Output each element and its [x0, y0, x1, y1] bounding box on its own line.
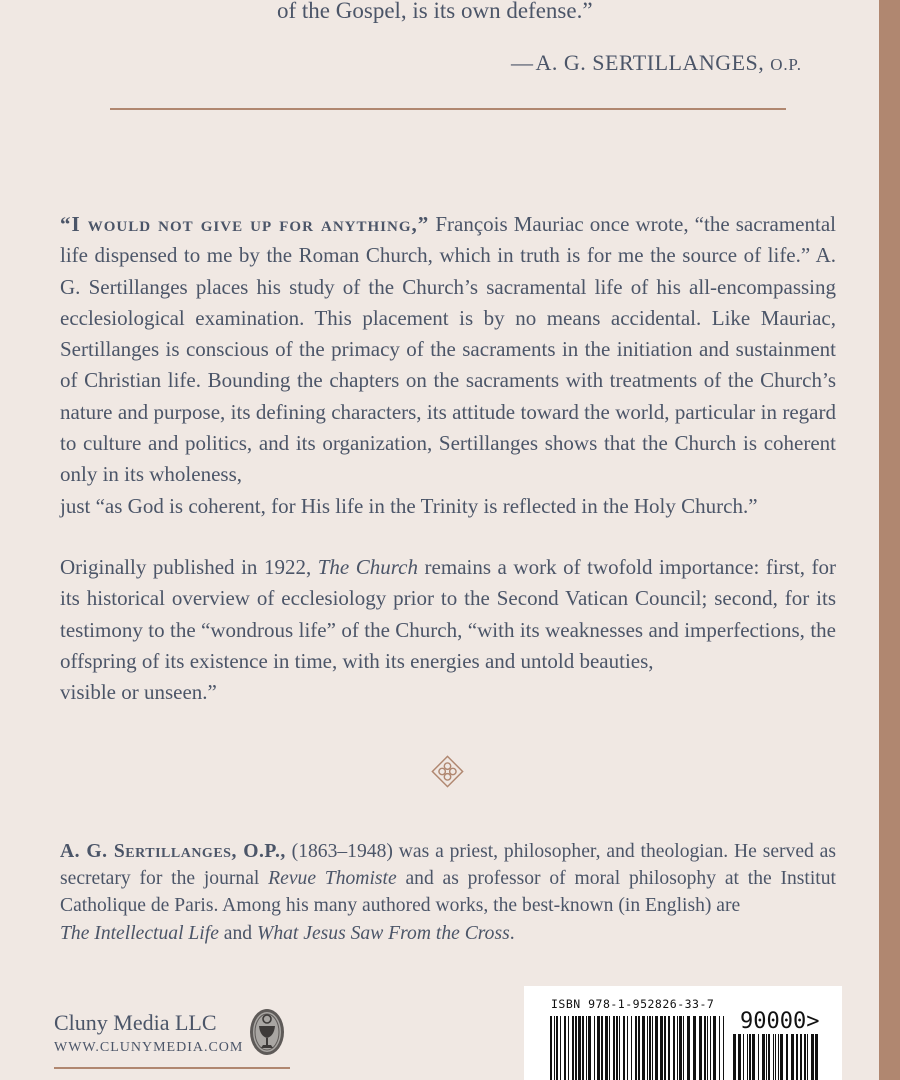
barcode-bar: [601, 1016, 603, 1080]
barcode-bar: [747, 1034, 748, 1080]
author-bio: [60, 838, 836, 947]
barcode-bar: [594, 1016, 595, 1080]
barcode-bar: [683, 1016, 684, 1080]
barcode-bar: [713, 1016, 716, 1080]
barcode-bar: [652, 1016, 653, 1080]
bio-last-line: [60, 920, 836, 947]
barcode-bar: [762, 1034, 765, 1080]
barcode-bar: [752, 1034, 755, 1080]
fleuron-ornament-icon: [430, 754, 465, 789]
barcode-bar: [800, 1034, 802, 1080]
book-title: The Church: [317, 555, 418, 579]
paragraph-2-last-line: visible or unseen.”: [60, 680, 217, 705]
barcode-bar: [564, 1016, 566, 1080]
barcode-bar: [796, 1034, 798, 1080]
chalice-medallion-logo-icon: [248, 1007, 286, 1057]
attribution-order: O.P.: [770, 55, 802, 74]
barcode-bar: [704, 1016, 706, 1080]
work-title-2: What Jesus Saw From the Cross: [257, 922, 510, 944]
opening-quote-small-caps: “I would not give up for anything,”: [60, 212, 430, 236]
top-divider-rule: [110, 108, 786, 110]
barcode-bar: [668, 1016, 670, 1080]
barcode-bar: [609, 1016, 610, 1080]
epigraph-quote-end: of the Gospel, is its own defense.”: [277, 0, 593, 23]
price-code: 90000>: [740, 1009, 820, 1034]
barcode-bar: [749, 1034, 751, 1080]
description-paragraph-2: [60, 552, 836, 708]
attribution-dash: —: [511, 50, 534, 75]
publisher-name: Cluny Media LLC: [54, 1010, 217, 1035]
publisher-underline-rule: [54, 1067, 290, 1069]
work-title-1: The Intellectual Life: [60, 922, 219, 944]
barcode-bar: [568, 1016, 569, 1080]
barcode-bar: [613, 1016, 615, 1080]
barcode-bar: [597, 1016, 600, 1080]
barcode-bar: [677, 1016, 678, 1080]
barcode-bar: [635, 1016, 637, 1080]
barcode-bar: [707, 1016, 708, 1080]
barcode-bar: [807, 1034, 808, 1080]
author-name-small-caps: A. G. Sertillanges, O.P.,: [60, 841, 286, 862]
barcode-bar: [811, 1034, 814, 1080]
bio-text-3: and: [218, 922, 257, 944]
description-paragraph-1: [60, 209, 836, 522]
barcode-bar: [738, 1034, 741, 1080]
epigraph-attribution: [511, 50, 802, 76]
barcode-bar: [554, 1016, 555, 1080]
barcode-bar: [664, 1016, 666, 1080]
barcode-bar: [642, 1016, 645, 1080]
barcode-bar: [758, 1034, 759, 1080]
barcode-bar: [693, 1016, 696, 1080]
barcode-bar: [586, 1016, 587, 1080]
barcode-bar: [605, 1016, 608, 1080]
barcode-bar: [687, 1016, 690, 1080]
barcode-bar: [572, 1016, 574, 1080]
barcode-bar: [723, 1016, 724, 1080]
barcode-bar: [766, 1034, 767, 1080]
bio-text-2: and as professor of moral philosophy at the Institut Catholique de Paris. Among his many authored works, the best-known (in English) are: [60, 868, 836, 917]
barcode-bar: [619, 1016, 620, 1080]
barcode-bar: [638, 1016, 640, 1080]
bio-text-4: .: [509, 922, 515, 944]
barcode-bar: [773, 1034, 774, 1080]
barcode-bar: [733, 1034, 736, 1080]
isbn-barcode-bars-icon: [550, 1016, 726, 1080]
barcode-bar: [710, 1016, 711, 1080]
barcode-bar: [649, 1016, 651, 1080]
barcode-bar: [673, 1016, 675, 1080]
barcode-bar: [775, 1034, 776, 1080]
barcode-bar: [719, 1016, 720, 1080]
barcode-bar: [627, 1016, 628, 1080]
barcode-bar: [804, 1034, 806, 1080]
barcode-bar: [582, 1016, 584, 1080]
barcode-bar: [575, 1016, 577, 1080]
paragraph-2-intro: Originally published in 1922,: [60, 555, 318, 579]
journal-title: Revue Thomiste: [268, 868, 397, 890]
barcode-bar: [815, 1034, 818, 1080]
barcode-bar: [655, 1016, 658, 1080]
barcode-bar: [560, 1016, 561, 1080]
barcode-bar: [699, 1016, 702, 1080]
spine-band: [879, 0, 900, 1080]
barcode-bar: [786, 1034, 788, 1080]
barcode-bar: [616, 1016, 618, 1080]
publisher-url: WWW.CLUNYMEDIA.COM: [54, 1040, 244, 1055]
barcode-bar: [679, 1016, 682, 1080]
isbn-number: ISBN 978-1-952826-33-7: [551, 997, 715, 1011]
barcode-bar: [743, 1034, 744, 1080]
barcode-bar: [647, 1016, 648, 1080]
barcode-bar: [631, 1016, 632, 1080]
barcode-bar: [623, 1016, 625, 1080]
price-barcode-bars-icon: [733, 1034, 819, 1080]
bio-text-1: (1863–1948) was a priest, philosopher, and theologian. He served as secretary for the journal: [60, 841, 837, 890]
barcode-bar: [768, 1034, 770, 1080]
paragraph-2-body: remains a work of twofold importance: first, for its historical overview of ecclesiology prior to the Second Vatican Council; second, for its testimony to the “wondrous life” of the Church, “with its weaknesses and imperfections, the offspring of its existence in time, with its energies and untold beauties,: [60, 555, 836, 673]
attribution-name: A. G. SERTILLANGES,: [535, 50, 765, 75]
paragraph-1-body: François Mauriac once wrote, “the sacramental life dispensed to me by the Roman Church, which in truth is for me the source of life.” A. G. Sertillanges places his study of the Church’s sacramental life of his all-encompassing ecclesiological examination. This placement is by no means accidental. Like Mauriac, Sertillanges is conscious of the primacy of the sacraments in the initiation and sustainment of Christian life. Bounding the chapters on the sacraments with treatments of the Church’s nature and purpose, its defining characters, its attitude toward the world, particular in regard to culture and politics, and its organization, Sertillanges shows that the Church is coherent only in its wholeness,: [60, 212, 836, 487]
barcode-label: [524, 986, 842, 1080]
barcode-bar: [791, 1034, 794, 1080]
barcode-bar: [660, 1016, 663, 1080]
barcode-bar: [556, 1016, 558, 1080]
barcode-bar: [780, 1034, 783, 1080]
paragraph-1-last-line: just “as God is coherent, for His life in the Trinity is reflected in the Holy Church.”: [60, 493, 758, 518]
barcode-bar: [578, 1016, 581, 1080]
barcode-bar: [550, 1016, 552, 1080]
barcode-bar: [588, 1016, 591, 1080]
barcode-bar: [778, 1034, 779, 1080]
